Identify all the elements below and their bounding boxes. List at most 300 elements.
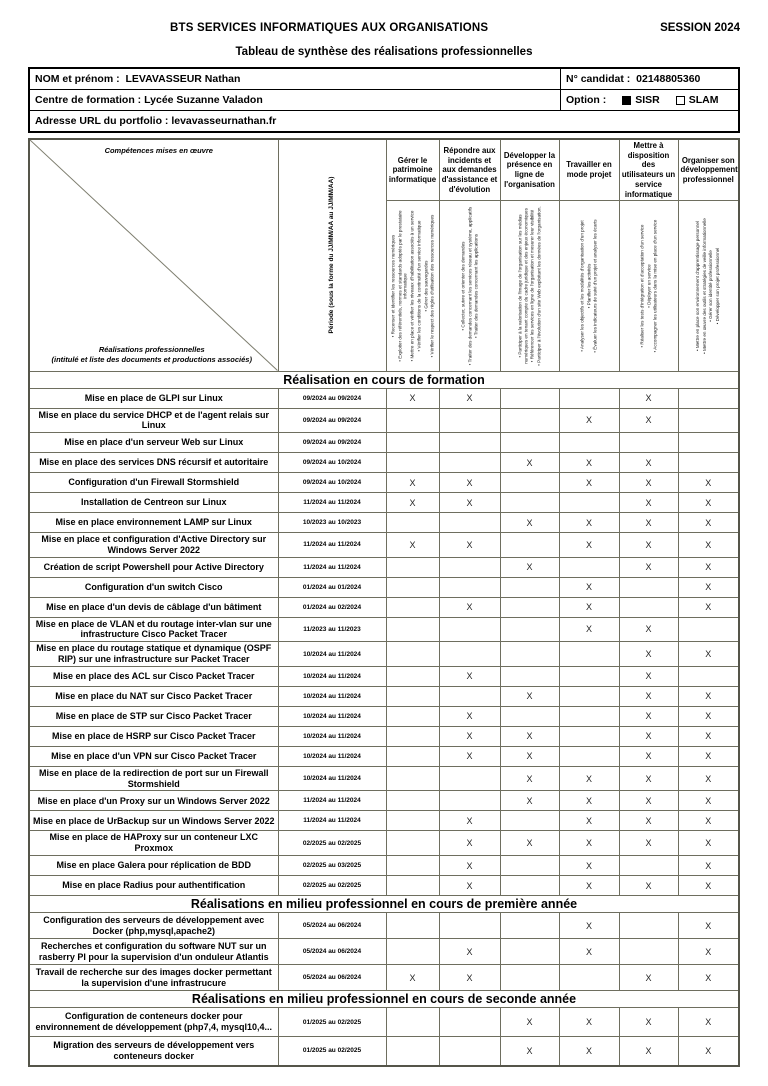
competency-mark-1 <box>386 666 439 686</box>
competency-mark-2: X <box>439 939 500 965</box>
competency-mark-3 <box>500 493 559 513</box>
periode-value: 01/2024 au 02/2024 <box>278 597 386 617</box>
periode-value: 09/2024 au 10/2024 <box>278 453 386 473</box>
periode-value: 01/2025 au 02/2025 <box>278 1037 386 1066</box>
competency-title-5: Mettre à disposition des utilisateurs un service informatique <box>619 139 678 201</box>
competency-mark-2 <box>439 513 500 533</box>
competency-mark-1 <box>386 513 439 533</box>
competency-mark-2 <box>439 408 500 433</box>
competency-mark-6: X <box>678 726 739 746</box>
table-row <box>29 557 739 577</box>
periode-value: 02/2025 au 02/2025 <box>278 831 386 856</box>
realisation-label: Mise en place du routage statique et dynamique (OSPF RIP) sur une infrastructure sur Packet Tracer <box>29 642 278 667</box>
competency-mark-1 <box>386 408 439 433</box>
competency-item: • Développer son projet professionnel <box>715 247 721 325</box>
competency-mark-4 <box>559 726 619 746</box>
realisation-label: Configuration d'un switch Cisco <box>29 577 278 597</box>
competency-mark-6: X <box>678 876 739 896</box>
realisation-label: Mise en place d'un devis de câblage d'un bâtiment <box>29 597 278 617</box>
periode-value: 01/2025 au 02/2025 <box>278 1008 386 1037</box>
competency-mark-6 <box>678 388 739 408</box>
option-label: Option : <box>566 94 607 106</box>
competency-mark-1 <box>386 577 439 597</box>
competency-items-2 <box>439 201 500 371</box>
competency-mark-1: X <box>386 388 439 408</box>
competency-title-row <box>29 139 739 201</box>
competency-mark-6: X <box>678 1008 739 1037</box>
table-row <box>29 666 739 686</box>
realisation-label: Mise en place de GLPI sur Linux <box>29 388 278 408</box>
competency-mark-4: X <box>559 577 619 597</box>
competency-mark-4: X <box>559 831 619 856</box>
competency-mark-2: X <box>439 831 500 856</box>
table-row <box>29 913 739 939</box>
competency-item: • Participer à l'évolution d'un site Web exploitant les données de l'organisation. <box>536 206 542 366</box>
table-row <box>29 433 739 453</box>
competency-mark-5: X <box>619 513 678 533</box>
periode-value: 10/2024 au 11/2024 <box>278 666 386 686</box>
competency-mark-1: X <box>386 965 439 991</box>
competency-mark-3: X <box>500 513 559 533</box>
periode-value: 10/2023 au 10/2023 <box>278 513 386 533</box>
competency-mark-5: X <box>619 1037 678 1066</box>
info-row-portfolio <box>29 111 739 133</box>
candidate-name-value: LEVAVASSEUR Nathan <box>125 73 241 85</box>
competency-mark-5 <box>619 577 678 597</box>
competency-item: • Vérifier le respect des règles d'utilisation des ressources numériques <box>429 214 435 358</box>
realisations-axis-subtitle: (intitulé et liste des documents et productions associés) <box>51 354 252 364</box>
realisation-label: Migration des serveurs de développement vers conteneurs docker <box>29 1037 278 1066</box>
realisation-label: Recherches et configuration du software NUT sur un rasberry PI pour la supervision d'un onduleur Atlantis <box>29 939 278 965</box>
competency-title-1: Gérer le patrimoine informatique <box>386 139 439 201</box>
competency-mark-1 <box>386 557 439 577</box>
competency-mark-1 <box>386 642 439 667</box>
portfolio-url: levavasseurnathan.fr <box>171 115 277 127</box>
competency-mark-5: X <box>619 666 678 686</box>
exam-title: BTS SERVICES INFORMATIQUES AUX ORGANISATIONS <box>170 22 489 34</box>
slam-checkbox <box>676 96 685 105</box>
realisation-label: Création de script Powershell pour Active Directory <box>29 557 278 577</box>
competency-title-3: Développer la présence en ligne de l'organisation <box>500 139 559 201</box>
table-row <box>29 726 739 746</box>
competency-mark-5: X <box>619 493 678 513</box>
competency-item: • Déployer un service <box>645 264 651 308</box>
competency-mark-4 <box>559 557 619 577</box>
periode-value: 11/2024 au 11/2024 <box>278 557 386 577</box>
realisation-label: Mise en place Radius pour authentification <box>29 876 278 896</box>
realisations-body <box>29 371 739 1066</box>
competency-mark-3: X <box>500 791 559 811</box>
candidate-number-label: N° candidat : <box>566 73 631 85</box>
competency-mark-5 <box>619 913 678 939</box>
competency-mark-5: X <box>619 766 678 791</box>
realisation-label: Configuration d'un Firewall Stormshield <box>29 473 278 493</box>
realisation-label: Mise en place de HAProxy sur un conteneur LXC Proxmox <box>29 831 278 856</box>
competency-mark-2: X <box>439 597 500 617</box>
competency-mark-5: X <box>619 965 678 991</box>
competency-mark-6 <box>678 408 739 433</box>
competency-mark-5 <box>619 597 678 617</box>
table-row <box>29 493 739 513</box>
competency-mark-2: X <box>439 473 500 493</box>
section-header-row <box>29 371 739 388</box>
competency-mark-5: X <box>619 1008 678 1037</box>
competency-mark-3 <box>500 913 559 939</box>
competency-item: • Gérer des sauvegardes <box>422 260 428 312</box>
competency-mark-4 <box>559 642 619 667</box>
competency-mark-3: X <box>500 557 559 577</box>
section-title: Réalisation en cours de formation <box>29 371 739 388</box>
competency-mark-2: X <box>439 811 500 831</box>
realisation-label: Mise en place de HSRP sur Cisco Packet Tracer <box>29 726 278 746</box>
candidate-name-cell <box>29 68 561 90</box>
competency-mark-3 <box>500 876 559 896</box>
table-row <box>29 939 739 965</box>
periode-value: 10/2024 au 11/2024 <box>278 686 386 706</box>
competency-mark-5: X <box>619 617 678 642</box>
realisation-label: Mise en place de la redirection de port sur un Firewall Stormshield <box>29 766 278 791</box>
competency-mark-1 <box>386 856 439 876</box>
competency-mark-4 <box>559 965 619 991</box>
realisation-label: Mise en place des services DNS récursif et autoritaire <box>29 453 278 473</box>
periode-value: 01/2024 au 01/2024 <box>278 577 386 597</box>
competency-mark-3: X <box>500 766 559 791</box>
competency-mark-1 <box>386 811 439 831</box>
training-center-label: Centre de formation : <box>35 94 142 106</box>
competency-mark-1 <box>386 913 439 939</box>
table-row <box>29 811 739 831</box>
competency-mark-2 <box>439 433 500 453</box>
competency-mark-6: X <box>678 533 739 558</box>
competency-title-6: Organiser son développement professionnel <box>678 139 739 201</box>
competency-mark-6: X <box>678 791 739 811</box>
table-row <box>29 533 739 558</box>
table-row <box>29 856 739 876</box>
competency-mark-4: X <box>559 939 619 965</box>
section-header-row <box>29 896 739 913</box>
competency-mark-2: X <box>439 876 500 896</box>
table-row <box>29 686 739 706</box>
competency-mark-4: X <box>559 766 619 791</box>
option-cell <box>561 90 740 111</box>
competency-mark-6: X <box>678 642 739 667</box>
competency-mark-1 <box>386 453 439 473</box>
competency-item: • Mettre en place son environnement d'apprentissage personnel <box>695 221 701 351</box>
competency-mark-3: X <box>500 1037 559 1066</box>
competency-mark-3 <box>500 433 559 453</box>
competency-mark-4: X <box>559 913 619 939</box>
competency-mark-5: X <box>619 726 678 746</box>
periode-value: 11/2024 au 11/2024 <box>278 791 386 811</box>
competency-title-4: Travailler en mode projet <box>559 139 619 201</box>
competency-mark-3 <box>500 939 559 965</box>
competency-mark-2 <box>439 557 500 577</box>
competency-item: • Planifier les activités <box>586 263 592 309</box>
table-row <box>29 597 739 617</box>
competency-mark-6 <box>678 666 739 686</box>
periode-value: 10/2024 au 11/2024 <box>278 642 386 667</box>
competency-items-6 <box>678 201 739 371</box>
table-row <box>29 831 739 856</box>
competency-mark-4: X <box>559 617 619 642</box>
periode-value: 02/2025 au 02/2025 <box>278 876 386 896</box>
training-center-value: Lycée Suzanne Valadon <box>144 94 263 106</box>
sisr-label: SISR <box>635 94 660 106</box>
competency-mark-4 <box>559 493 619 513</box>
realisations-axis-label <box>26 345 278 365</box>
competency-mark-6: X <box>678 913 739 939</box>
periode-value: 11/2023 au 11/2023 <box>278 617 386 642</box>
competency-mark-6 <box>678 617 739 642</box>
realisation-label: Mise en place d'un VPN sur Cisco Packet Tracer <box>29 746 278 766</box>
table-row <box>29 453 739 473</box>
competency-mark-5: X <box>619 706 678 726</box>
realisation-label: Mise en place du service DHCP et de l'agent relais sur Linux <box>29 408 278 433</box>
competency-item: • Participer à la valorisation de l'image de l'organisation sur les médias numériques en tenant compte du cadre juridique et des enjeux économiques <box>517 208 528 364</box>
competency-mark-3: X <box>500 686 559 706</box>
table-row <box>29 766 739 791</box>
competency-mark-1 <box>386 791 439 811</box>
competency-mark-2 <box>439 453 500 473</box>
realisation-label: Mise en place du NAT sur Cisco Packet Tracer <box>29 686 278 706</box>
competency-mark-2: X <box>439 666 500 686</box>
competency-mark-2 <box>439 642 500 667</box>
periode-value: 05/2024 au 06/2024 <box>278 965 386 991</box>
table-row <box>29 617 739 642</box>
realisation-label: Mise en place des ACL sur Cisco Packet Tracer <box>29 666 278 686</box>
competency-mark-4 <box>559 433 619 453</box>
competency-mark-1 <box>386 831 439 856</box>
periode-value: 05/2024 au 06/2024 <box>278 939 386 965</box>
competency-mark-2: X <box>439 706 500 726</box>
competency-mark-6: X <box>678 856 739 876</box>
section-title: Réalisations en milieu professionnel en cours de seconde année <box>29 991 739 1008</box>
competency-mark-6: X <box>678 577 739 597</box>
competency-mark-3 <box>500 811 559 831</box>
competency-mark-5: X <box>619 533 678 558</box>
competency-mark-2: X <box>439 388 500 408</box>
competency-items-5 <box>619 201 678 371</box>
table-row <box>29 577 739 597</box>
competency-mark-3 <box>500 856 559 876</box>
competency-mark-5 <box>619 433 678 453</box>
realisation-label: Travail de recherche sur des images docker permettant la supervision d'une infrastrucure <box>29 965 278 991</box>
sisr-checkbox <box>622 96 631 105</box>
competency-mark-3: X <box>500 1008 559 1037</box>
competency-mark-1 <box>386 766 439 791</box>
competency-item: • Accompagner les utilisateurs dans la mise en place d'un service <box>652 219 658 353</box>
competency-mark-5: X <box>619 831 678 856</box>
realisation-label: Configuration de conteneurs docker pour environnement de développement (php7,4, mysql10,4... <box>29 1008 278 1037</box>
competency-item: • Mettre en œuvre des outils et stratégies de veille informationnelle <box>702 218 708 354</box>
competency-mark-5: X <box>619 876 678 896</box>
periode-column-header: Période (sous la forme du JJ/MM/AA au JJ/MM/AA) <box>328 176 336 334</box>
diagonal-line <box>30 140 278 371</box>
table-row <box>29 746 739 766</box>
realisation-label: Mise en place de STP sur Cisco Packet Tracer <box>29 706 278 726</box>
competency-mark-1 <box>386 597 439 617</box>
competency-mark-2 <box>439 1037 500 1066</box>
synthesis-table <box>28 138 740 1067</box>
competency-mark-5 <box>619 939 678 965</box>
realisations-axis-title: Réalisations professionnelles <box>98 345 205 354</box>
competency-mark-4 <box>559 666 619 686</box>
competency-mark-4: X <box>559 811 619 831</box>
competency-items-4 <box>559 201 619 371</box>
competency-mark-6: X <box>678 831 739 856</box>
periode-value: 09/2024 au 09/2024 <box>278 408 386 433</box>
training-center-cell <box>29 90 561 111</box>
competency-mark-3 <box>500 388 559 408</box>
competency-mark-6: X <box>678 513 739 533</box>
competency-mark-2: X <box>439 856 500 876</box>
periode-value: 10/2024 au 11/2024 <box>278 746 386 766</box>
competency-mark-2 <box>439 766 500 791</box>
competency-mark-1 <box>386 1037 439 1066</box>
competency-mark-1 <box>386 617 439 642</box>
competency-mark-3 <box>500 666 559 686</box>
competency-item: • Recenser et identifier les ressources numériques <box>389 234 395 338</box>
competency-mark-2 <box>439 577 500 597</box>
competency-mark-1 <box>386 433 439 453</box>
periode-value: 11/2024 au 11/2024 <box>278 493 386 513</box>
competency-mark-3 <box>500 706 559 726</box>
competency-item: • Gérer son identité professionnelle <box>708 250 714 322</box>
competency-mark-5: X <box>619 791 678 811</box>
competency-mark-1: X <box>386 533 439 558</box>
competency-mark-1 <box>386 726 439 746</box>
competency-mark-4: X <box>559 513 619 533</box>
competency-mark-2 <box>439 913 500 939</box>
competency-mark-5: X <box>619 453 678 473</box>
competency-mark-6: X <box>678 1037 739 1066</box>
periode-value: 02/2025 au 03/2025 <box>278 856 386 876</box>
competency-item: • Vérifier les conditions de la continuité d'un service informatique <box>415 220 421 352</box>
candidate-number-cell <box>561 68 740 90</box>
table-row <box>29 388 739 408</box>
competency-item: • Traiter des demandes concernant les applications <box>473 233 479 338</box>
table-row <box>29 642 739 667</box>
competency-item: • Réaliser les tests d'intégration et d'acceptation d'un service <box>638 224 644 348</box>
candidate-number-value: 02148805360 <box>636 73 701 85</box>
realisation-label: Mise en place Galera pour réplication de BDD <box>29 856 278 876</box>
competency-mark-2: X <box>439 746 500 766</box>
competency-mark-6: X <box>678 746 739 766</box>
section-header-row <box>29 991 739 1008</box>
competency-mark-2: X <box>439 726 500 746</box>
competency-mark-5: X <box>619 408 678 433</box>
realisation-label: Mise en place environnement LAMP sur Linux <box>29 513 278 533</box>
competency-mark-6: X <box>678 766 739 791</box>
competency-item: • Traiter des demandes concernant les services réseau et système, applicatifs <box>466 206 472 366</box>
competency-mark-1 <box>386 939 439 965</box>
competency-mark-3 <box>500 577 559 597</box>
competency-mark-2 <box>439 791 500 811</box>
realisation-label: Mise en place de UrBackup sur un Windows Server 2022 <box>29 811 278 831</box>
competency-mark-3: X <box>500 453 559 473</box>
competency-mark-6: X <box>678 597 739 617</box>
periode-value: 09/2024 au 10/2024 <box>278 473 386 493</box>
competency-mark-4: X <box>559 856 619 876</box>
competency-mark-4: X <box>559 791 619 811</box>
competency-mark-6: X <box>678 473 739 493</box>
competency-mark-2: X <box>439 965 500 991</box>
competency-mark-5: X <box>619 746 678 766</box>
periode-value: 09/2024 au 09/2024 <box>278 433 386 453</box>
competency-item: • Analyser les objectifs et les modalités d'organisation d'un projet <box>579 220 585 352</box>
competency-mark-3 <box>500 597 559 617</box>
portfolio-label: Adresse URL du portfolio : <box>35 115 169 127</box>
competency-mark-2: X <box>439 533 500 558</box>
competency-mark-3: X <box>500 746 559 766</box>
table-row <box>29 791 739 811</box>
competency-mark-3 <box>500 642 559 667</box>
table-row <box>29 706 739 726</box>
matrix-corner-cell <box>29 139 278 371</box>
info-row-center <box>29 90 739 111</box>
periode-value: 11/2024 au 11/2024 <box>278 533 386 558</box>
competency-mark-4 <box>559 388 619 408</box>
competency-items-1 <box>386 201 439 371</box>
competency-item: • Référencer les services en ligne de l'organisation et mesurer leur visibilité <box>529 209 535 363</box>
competency-mark-5: X <box>619 686 678 706</box>
competency-mark-2 <box>439 686 500 706</box>
table-row <box>29 408 739 433</box>
realisation-label: Mise en place d'un serveur Web sur Linux <box>29 433 278 453</box>
competency-mark-6 <box>678 453 739 473</box>
periode-value: 05/2024 au 06/2024 <box>278 913 386 939</box>
competency-mark-1 <box>386 706 439 726</box>
competency-mark-4: X <box>559 1008 619 1037</box>
competency-mark-1 <box>386 746 439 766</box>
competency-mark-3 <box>500 617 559 642</box>
competency-mark-5: X <box>619 557 678 577</box>
competency-mark-6: X <box>678 557 739 577</box>
portfolio-cell <box>29 111 739 133</box>
periode-value: 09/2024 au 09/2024 <box>278 388 386 408</box>
slam-label: SLAM <box>688 94 719 106</box>
realisation-label: Installation de Centreon sur Linux <box>29 493 278 513</box>
competency-mark-4 <box>559 686 619 706</box>
competency-mark-1 <box>386 1008 439 1037</box>
competency-item: • Collecter, suivre et orienter des demandes <box>459 241 465 331</box>
competency-mark-5: X <box>619 388 678 408</box>
competency-mark-4: X <box>559 597 619 617</box>
document-header <box>28 22 740 34</box>
candidate-info-table <box>28 67 740 133</box>
competency-items-3 <box>500 201 559 371</box>
competency-mark-5: X <box>619 811 678 831</box>
competency-mark-6: X <box>678 965 739 991</box>
competency-mark-4 <box>559 746 619 766</box>
periode-column-header-cell <box>278 139 386 371</box>
competency-mark-3 <box>500 965 559 991</box>
competency-mark-2 <box>439 617 500 642</box>
competency-mark-1 <box>386 686 439 706</box>
competency-mark-4: X <box>559 1037 619 1066</box>
competency-mark-4: X <box>559 533 619 558</box>
competency-mark-5 <box>619 856 678 876</box>
page-title: Tableau de synthèse des réalisations professionnelles <box>235 46 533 58</box>
competency-mark-6: X <box>678 811 739 831</box>
session-label: SESSION 2024 <box>660 22 740 34</box>
competency-mark-1: X <box>386 493 439 513</box>
competency-mark-3 <box>500 533 559 558</box>
periode-value: 10/2024 au 11/2024 <box>278 726 386 746</box>
competency-mark-6: X <box>678 939 739 965</box>
table-row <box>29 965 739 991</box>
table-row <box>29 876 739 896</box>
